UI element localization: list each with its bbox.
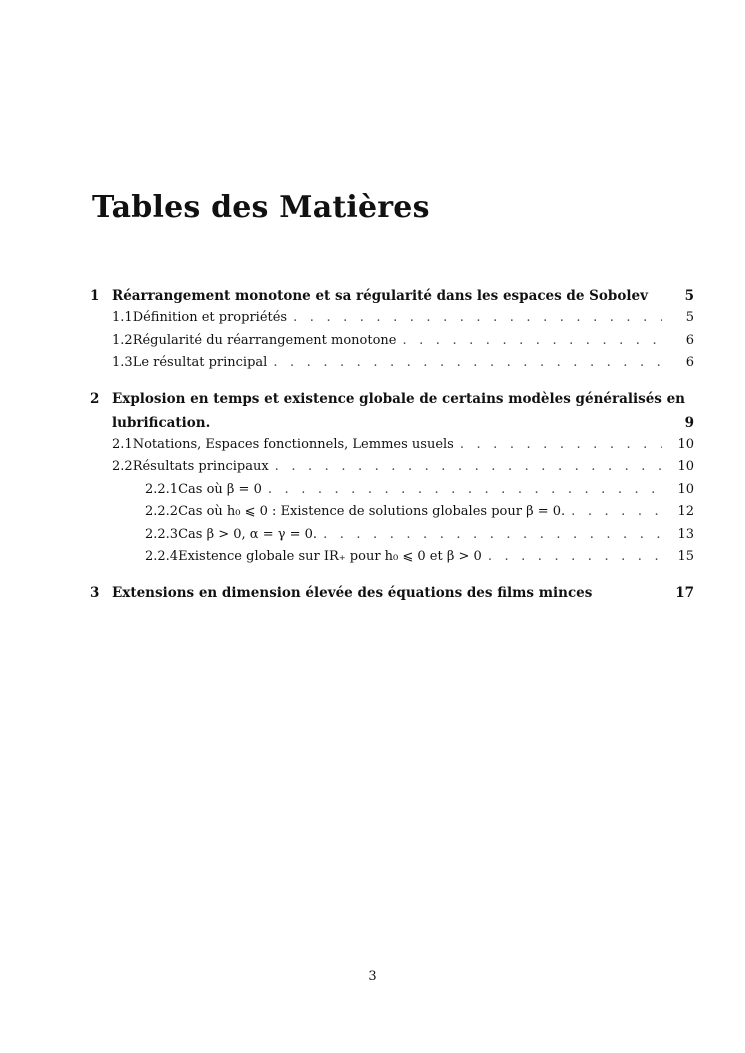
toc-page-number: 12 — [677, 504, 694, 519]
toc-leader-dots — [275, 459, 662, 474]
toc-page-number: 5 — [685, 310, 694, 325]
toc-leader-dots — [273, 355, 662, 370]
toc-page-number: 6 — [685, 355, 694, 370]
toc-section-1-1[interactable] — [90, 310, 694, 333]
toc-leader-dots — [293, 310, 662, 325]
toc-number: 2.2.1 — [145, 481, 179, 497]
toc-label: Définition et propriétés — [132, 310, 288, 325]
toc-subsection-2-2-2[interactable] — [90, 504, 694, 527]
toc-chapter-2-continued[interactable] — [90, 415, 694, 437]
toc-label: Cas où β = 0 — [178, 481, 262, 497]
toc-chapter-1[interactable] — [90, 288, 694, 310]
toc-number: 3 — [90, 584, 100, 601]
toc-leader-dots — [402, 333, 662, 348]
toc-subsection-2-2-4[interactable] — [90, 549, 694, 572]
toc-number: 2.2.4 — [145, 549, 179, 564]
toc-page-number: 13 — [677, 526, 694, 542]
toc-subsection-2-2-1[interactable] — [90, 482, 694, 505]
toc-leader-dots — [571, 504, 662, 519]
toc-page-number: 15 — [677, 549, 694, 564]
toc-number: 1.1 — [112, 310, 133, 325]
toc-leader-dots — [460, 437, 662, 452]
page-number-footer: 3 — [368, 969, 377, 984]
toc-label: Cas où h₀ ⩽ 0 : Existence de solutions globales pour β = 0. — [178, 504, 566, 519]
toc-section-2-1[interactable] — [90, 437, 694, 460]
toc-page-number: 5 — [684, 288, 694, 304]
toc-label: Réarrangement monotone et sa régularité dans les espaces de Sobolev — [112, 288, 648, 304]
toc-section-1-3[interactable] — [90, 355, 694, 378]
toc-section-2-2[interactable] — [90, 459, 694, 482]
toc-label: Existence globale sur IR₊ pour h₀ ⩽ 0 et β > 0 — [178, 549, 482, 564]
table-of-contents — [90, 286, 694, 607]
toc-section-1-2[interactable] — [90, 333, 694, 356]
toc-number: 1.2 — [112, 332, 133, 348]
toc-label: lubrification. — [112, 414, 211, 431]
toc-chapter-3[interactable] — [90, 585, 694, 607]
toc-page-number: 9 — [684, 414, 694, 431]
toc-number: 2.2.3 — [145, 526, 179, 542]
toc-leader-dots — [488, 549, 662, 564]
toc-page-number: 10 — [677, 459, 694, 474]
toc-label: Cas β > 0, α = γ = 0. — [178, 526, 318, 542]
toc-number: 2 — [90, 390, 100, 407]
toc-subsection-2-2-3[interactable] — [90, 527, 694, 550]
page-title: Tables des Matières — [92, 190, 430, 225]
toc-label: Extensions en dimension élevée des équations des films minces — [112, 584, 593, 601]
toc-label: Explosion en temps et existence globale de certains modèles généralisés en — [112, 390, 685, 407]
toc-page-number: 10 — [677, 436, 694, 452]
toc-label: Régularité du réarrangement monotone — [132, 332, 397, 348]
toc-page-number: 10 — [677, 481, 694, 497]
toc-leader-dots — [268, 482, 662, 497]
toc-label: Notations, Espaces fonctionnels, Lemmes usuels — [132, 436, 454, 452]
toc-number: 1 — [90, 288, 100, 304]
toc-leader-dots — [323, 527, 662, 542]
toc-page-number: 17 — [675, 584, 694, 601]
toc-page-number: 6 — [685, 332, 694, 348]
toc-number: 2.2 — [112, 459, 133, 474]
toc-label: Le résultat principal — [132, 355, 268, 370]
toc-label: Résultats principaux — [132, 459, 269, 474]
toc-number: 2.1 — [112, 436, 133, 452]
toc-chapter-2[interactable] — [90, 391, 694, 413]
toc-number: 2.2.2 — [145, 504, 179, 519]
toc-number: 1.3 — [112, 355, 133, 370]
